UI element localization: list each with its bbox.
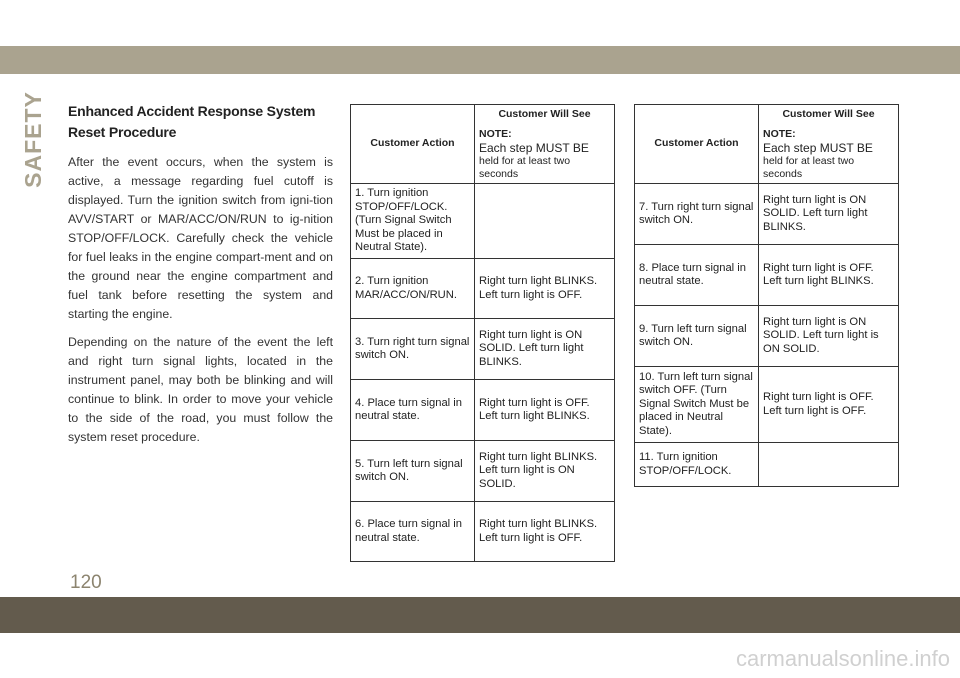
step-action: 6. Place turn signal in neutral state. (351, 502, 475, 562)
step-result: Right turn light BLINKS. Left turn light is OFF. (475, 502, 615, 562)
procedure-table-left (350, 104, 615, 562)
paragraph-1: After the event occurs, when the system is active, a message regarding fuel cutoff is displayed. Turn the ignition switch from igni-tion AVV/START or MAR/ACC/ON/RUN to ig-nition STOP/OFF/LOCK. Carefully check the vehicle for fuel leaks in the engine compart-ment and on the ground near the engine compartment and fuel tank before resetting the system and starting the engine. (68, 155, 333, 321)
table-row (351, 441, 615, 502)
header-customer-action: Customer Action (635, 105, 759, 184)
step-action: 11. Turn ignition STOP/OFF/LOCK. (635, 443, 759, 487)
header-note-label: NOTE: (763, 127, 796, 140)
step-action: 9. Turn left turn signal switch ON. (635, 306, 759, 367)
step-result: Right turn light is OFF. Left turn light BLINKS. (475, 380, 615, 441)
table-row (635, 443, 899, 487)
step-result (475, 184, 615, 259)
header-note-label: NOTE: (479, 127, 512, 140)
step-result: Right turn light is OFF. Left turn light is OFF. (759, 367, 899, 443)
table-row (351, 502, 615, 562)
header-band (0, 46, 960, 74)
procedure-table-right (634, 104, 899, 487)
step-result: Right turn light BLINKS. Left turn light is OFF. (475, 259, 615, 319)
step-action: 3. Turn right turn signal switch ON. (351, 319, 475, 380)
header-customer-action: Customer Action (351, 105, 475, 184)
watermark: carmanualsonline.info (735, 646, 950, 671)
step-action: 1. Turn ignition STOP/OFF/LOCK. (Turn Signal Switch Must be placed in Neutral State). (351, 184, 475, 259)
header-note-line2: held for at least two seconds (479, 155, 571, 180)
header-see-title: Customer Will See (498, 108, 591, 120)
header-note-line1: Each step MUST BE (479, 141, 589, 155)
step-result: Right turn light is ON SOLID. Left turn light BLINKS. (759, 184, 899, 245)
section-heading: Enhanced Accident Response System Reset Procedure (68, 103, 316, 140)
table-header-row (635, 105, 899, 184)
step-action: 5. Turn left turn signal switch ON. (351, 441, 475, 502)
table-header-row (351, 105, 615, 184)
table-row (635, 367, 899, 443)
section-tab-label: SAFETY (19, 90, 46, 188)
step-action: 10. Turn left turn signal switch OFF. (Turn Signal Switch Must be placed in Neutral State). (635, 367, 759, 443)
step-result: Right turn light is ON SOLID. Left turn light BLINKS. (475, 319, 615, 380)
table-row (351, 380, 615, 441)
step-action: 7. Turn right turn signal switch ON. (635, 184, 759, 245)
paragraph-2: Depending on the nature of the event the left and right turn signal lights, located in the instrument panel, may both be blinking and will continue to blink. In order to move your vehicle to the side of the road, you must follow the system reset procedure. (68, 335, 333, 444)
table-row (635, 184, 899, 245)
header-see-title: Customer Will See (782, 108, 875, 120)
step-result: Right turn light is ON SOLID. Left turn light is ON SOLID. (759, 306, 899, 367)
table-row (635, 245, 899, 306)
step-result: Right turn light BLINKS. Left turn light is ON SOLID. (475, 441, 615, 502)
page-number: 120 (70, 572, 102, 593)
header-note-line1: Each step MUST BE (763, 141, 873, 155)
header-customer-will-see (475, 105, 615, 184)
table-row (635, 306, 899, 367)
text-column (68, 101, 333, 456)
section-tab (18, 90, 48, 188)
footer-band (0, 597, 960, 633)
step-action: 2. Turn ignition MAR/ACC/ON/RUN. (351, 259, 475, 319)
table-row (351, 319, 615, 380)
header-note-line2: held for at least two seconds (763, 155, 855, 180)
table-row (351, 259, 615, 319)
step-result: Right turn light is OFF. Left turn light BLINKS. (759, 245, 899, 306)
header-customer-will-see (759, 105, 899, 184)
table-row (351, 184, 615, 259)
step-action: 4. Place turn signal in neutral state. (351, 380, 475, 441)
step-action: 8. Place turn signal in neutral state. (635, 245, 759, 306)
step-result (759, 443, 899, 487)
